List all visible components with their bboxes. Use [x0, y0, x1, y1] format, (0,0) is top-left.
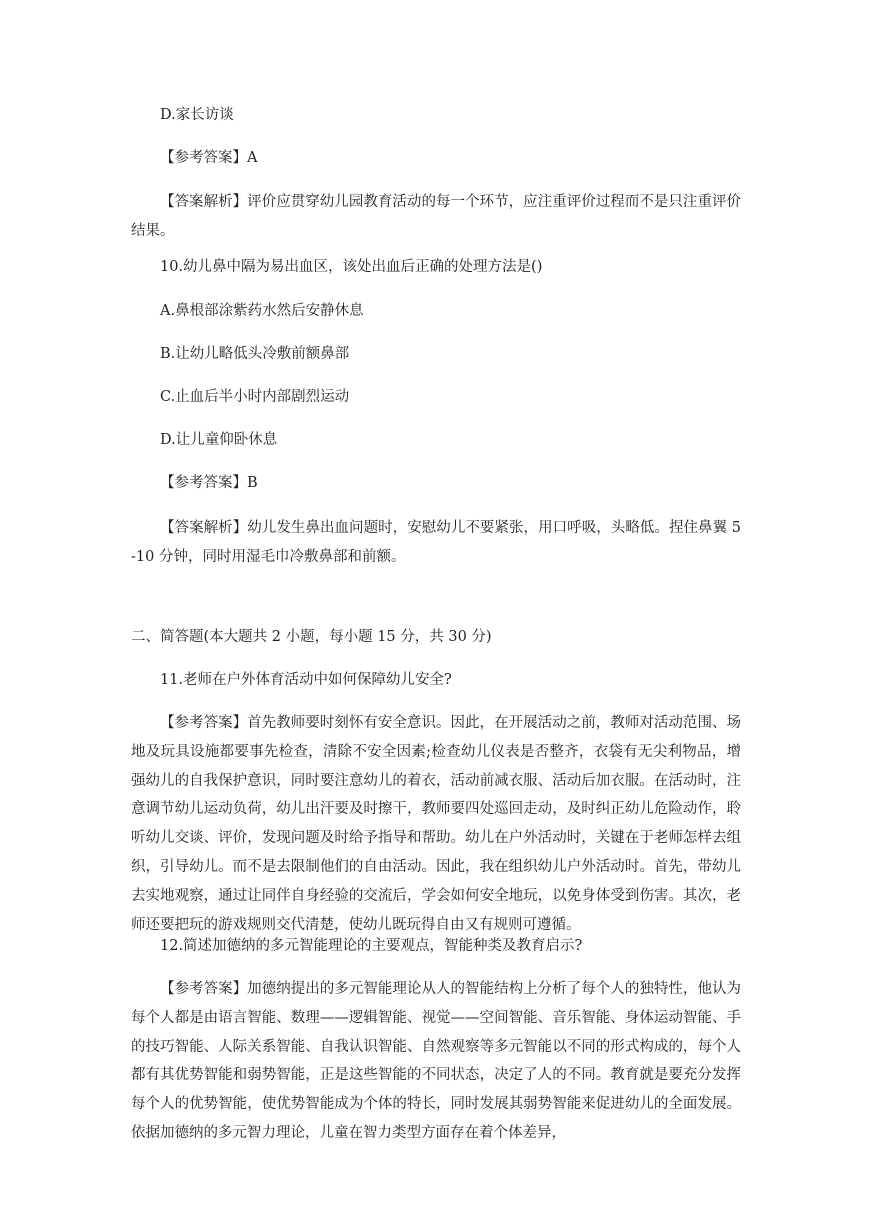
q10-answer: 【参考答案】B: [160, 475, 258, 491]
q10-option-c: C.止血后半小时内部剧烈运动: [160, 389, 350, 405]
q10-explanation: 【答案解析】幼儿发生鼻出血问题时，安慰幼儿不要紧张，用口呼吸，头略低。捏住鼻翼 5-10 分钟，同时用湿毛巾冷敷鼻部和前额。: [131, 520, 741, 565]
q10-option-a: A.鼻根部涂紫药水然后安静休息: [160, 303, 364, 319]
q10-option-b: B.让幼儿略低头冷敷前额鼻部: [160, 346, 350, 362]
q12-answer: 【参考答案】加德纳提出的多元智能理论从人的智能结构上分析了每个人的独特性，他认为每个人都是由语言智能、数理——逻辑智能、视觉——空间智能、音乐智能、身体运动智能、手的技巧智能、人际关系智能、自我认识智能、自然观察等多元智能以不同的形式构成的，每个人都有其优势智能和弱势智能，正是这些智能的不同状态，决定了人的不同。教育就是要充分发挥每个人的优势智能，使优势智能成为个体的特长，同时发展其弱势智能来促进幼儿的全面发展。 依据加德纳的多元智力理论，儿童在智力类型方面存在着个体差异，: [131, 981, 741, 1141]
q9-explanation: 【答案解析】评价应贯穿幼儿园教育活动的每一个环节，应注重评价过程而不是只注重评价结果。: [131, 194, 741, 239]
section-heading: 二、简答题(本大题共 2 小题，每小题 15 分，共 30 分): [131, 629, 492, 645]
q12-question: 12.简述加德纳的多元智能理论的主要观点，智能种类及教育启示?: [160, 938, 583, 954]
q10-option-d: D.让儿童仰卧休息: [160, 432, 278, 448]
q11-answer: 【参考答案】首先教师要时刻怀有安全意识。因此，在开展活动之前，教师对活动范围、场地及玩具设施都要事先检查，清除不安全因素;检查幼儿仪表是否整齐，衣袋有无尖利物品，增强幼儿的自我保护意识，同时要注意幼儿的着衣，活动前减衣服、活动后加衣服。在活动时，注意调节幼儿运动负荷，幼儿出汗要及时擦干，教师要四处巡回走动，及时纠正幼儿危险动作，聆听幼儿交谈、评价，发现问题及时给予指导和帮助。幼儿在户外活动时，关键在于老师怎样去组织，引导幼儿。而不是去限制他们的自由活动。因此，我在组织幼儿户外活动时。首先，带幼儿去实地观察，通过让同伴自身经验的交流后，学会如何安全地玩，以免身体受到伤害。其次，老师还要把玩的游戏规则交代清楚，使幼儿既玩得自由又有规则可遵循。: [131, 715, 741, 933]
q9-answer: 【参考答案】A: [160, 150, 258, 166]
q10-question: 10.幼儿鼻中隔为易出血区，该处出血后正确的处理方法是(): [160, 259, 543, 275]
q11-question: 11.老师在户外体育活动中如何保障幼儿安全?: [160, 672, 452, 688]
q9-option-d: D.家长访谈: [160, 107, 234, 123]
